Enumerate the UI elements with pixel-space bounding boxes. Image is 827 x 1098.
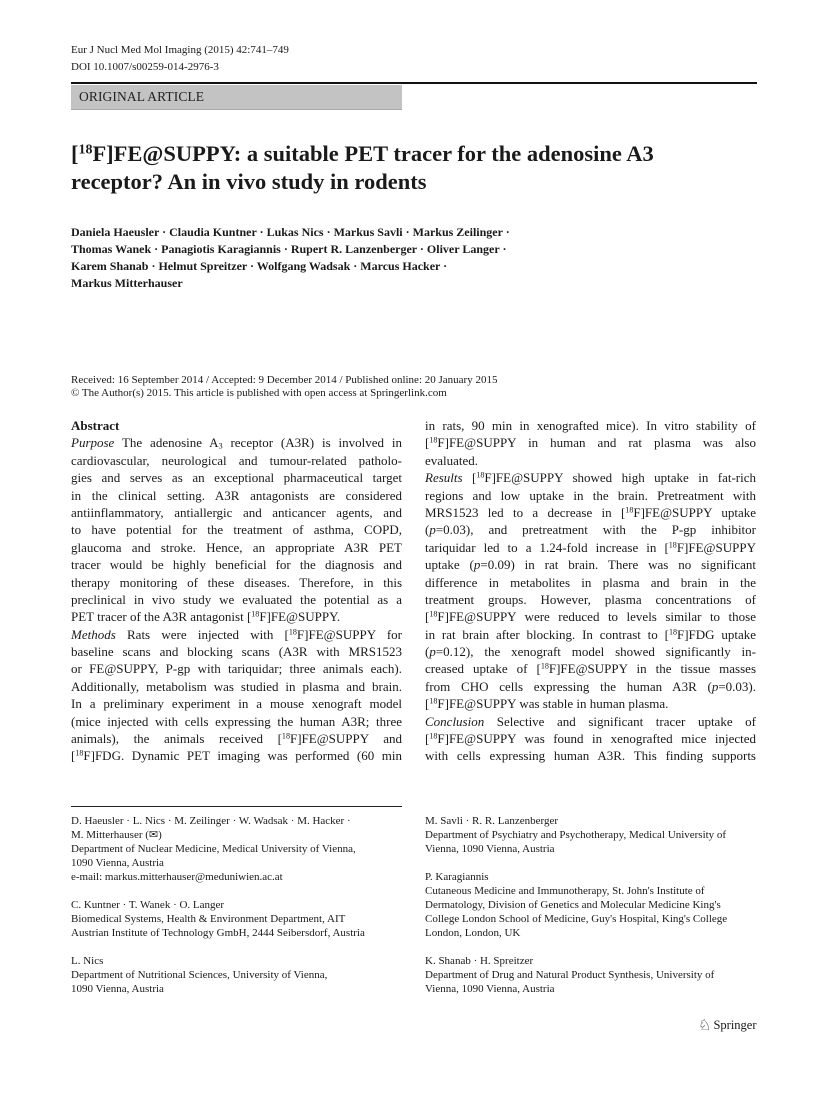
- abstract-text: F]FE@SUPPY showed high uptake in fat-rich: [484, 470, 756, 486]
- abstract-line: [425, 556, 756, 573]
- affiliation-line: Department of Nutritional Sciences, University of Vienna,: [71, 969, 328, 981]
- abstract-line: [425, 591, 756, 608]
- abstract-text: creased uptake of [: [425, 661, 541, 677]
- abstract-right-column: [425, 417, 756, 765]
- affiliation-line: Vienna, 1090 Vienna, Austria: [425, 983, 555, 995]
- article-type-banner: [71, 85, 402, 110]
- abstract-text: 3: [218, 442, 223, 451]
- affiliation-line: Austrian Institute of Technology GmbH, 2444 Seibersdorf, Austria: [71, 927, 365, 939]
- header-rule: [71, 82, 757, 84]
- abstract-line: [425, 678, 756, 695]
- abstract-line: [425, 574, 756, 591]
- affiliation-line: Department of Nuclear Medicine, Medical University of Vienna,: [71, 843, 356, 855]
- abstract-line: [425, 608, 756, 625]
- abstract-text: 18: [75, 749, 84, 758]
- abstract-section-label: p: [473, 557, 481, 573]
- abstract-line: [71, 608, 402, 625]
- abstract-text: in rats, 90 min in xenografted mice). In vitro stability of: [425, 418, 756, 433]
- abstract-line: [425, 713, 756, 730]
- abstract-line: [425, 417, 756, 434]
- abstract-text: 18: [668, 627, 677, 637]
- abstract-text: therapy monitoring of these diseases. Therefore, in this: [71, 574, 402, 590]
- abstract-text: 18: [288, 627, 297, 637]
- abstract-text: Abstract: [71, 418, 120, 433]
- abstract-text: preclinical in vivo study we evaluated the potential as a: [71, 591, 402, 607]
- abstract-line: [71, 539, 402, 556]
- abstract-line: [71, 504, 402, 521]
- abstract-line: [71, 556, 402, 573]
- abstract-text: F]FDG uptake: [676, 626, 757, 642]
- abstract-section-label: Conclusion: [425, 713, 485, 729]
- abstract-left-column: [71, 417, 402, 765]
- author-line: Karem Shanab · Helmut Spreitzer · Wolfgang Wadsak · Marcus Hacker ·: [71, 259, 448, 273]
- abstract-text: F]FE@SUPPY: [676, 539, 756, 555]
- affiliation-line: D. Haeusler · L. Nics · M. Zeilinger · W. Wadsak · M. Hacker ·: [71, 815, 351, 827]
- abstract-line: [425, 487, 756, 504]
- abstract-text: 18: [429, 435, 438, 445]
- abstract-text: F]FE@SUPPY for: [296, 626, 402, 642]
- abstract-section-label: Purpose: [71, 435, 115, 451]
- abstract-text: F]FE@SUPPY were reduced to levels similar to those: [437, 609, 756, 625]
- abstract-line: [71, 574, 402, 591]
- affiliation-group: [71, 954, 411, 996]
- abstract-line: [71, 713, 402, 730]
- abstract-text: in rat brain after blocking. In contrast to [: [425, 626, 669, 642]
- abstract-text: [: [425, 696, 430, 712]
- email-address[interactable]: e-mail: markus.mitterhauser@meduniwien.ac.at: [71, 871, 283, 883]
- affiliation-group: [425, 814, 765, 856]
- abstract-text: regions and low uptake in the brain. Pretreatment with: [425, 487, 756, 503]
- affiliation-group: [71, 898, 411, 940]
- abstract-text: 18: [281, 731, 290, 741]
- abstract-line: [425, 747, 756, 764]
- abstract-line: [71, 469, 402, 486]
- author-list: [71, 224, 510, 292]
- abstract-text: from CHO cells expressing the human A3R (: [425, 678, 712, 694]
- journal-citation: Eur J Nucl Med Mol Imaging (2015) 42:741–749: [71, 44, 289, 56]
- abstract-text: Rats were injected with [: [115, 626, 289, 642]
- abstract-line: [71, 678, 402, 695]
- abstract-text: 18: [625, 505, 634, 515]
- affiliation-line: K. Shanab · H. Spreitzer: [425, 955, 534, 967]
- affiliation-line: L. Nics: [71, 955, 104, 967]
- abstract-text: 18: [476, 470, 485, 480]
- abstract-text: F]FE@SUPPY uptake: [633, 504, 756, 520]
- abstract-section-label: p: [429, 644, 436, 660]
- affiliation-line: M. Mitterhauser (✉): [71, 829, 162, 841]
- abstract-section-label: Methods: [71, 626, 116, 642]
- abstract-text: Additionally, metabolism was studied in plasma and brain.: [71, 678, 402, 694]
- affiliation-group: [425, 870, 765, 940]
- abstract-section-label: p: [429, 522, 436, 538]
- abstract-text: in the clinical setting. A3R antagonists are considered: [71, 487, 402, 503]
- abstract-text: or FE@SUPPY, P-gp with tariquidar; three animals each).: [71, 661, 402, 677]
- abstract-text: The adenosine A: [114, 435, 219, 451]
- abstract-text: 18: [668, 540, 677, 550]
- abstract-line: [425, 539, 756, 556]
- author-line: Thomas Wanek · Panagiotis Karagiannis · Rupert R. Lanzenberger · Oliver Langer ·: [71, 242, 507, 256]
- publication-dates: Received: 16 September 2014 / Accepted: 9 December 2014 / Published online: 20 January 2015: [71, 374, 498, 386]
- abstract-line: [71, 434, 402, 451]
- affiliation-line: 1090 Vienna, Austria: [71, 983, 164, 995]
- abstract-text: [: [462, 470, 477, 486]
- affiliation-line: Department of Drug and Natural Product Synthesis, University of: [425, 969, 715, 981]
- abstract-line: [71, 487, 402, 504]
- article-type-label: ORIGINAL ARTICLE: [79, 89, 205, 104]
- affiliation-line: P. Karagiannis: [425, 871, 489, 883]
- abstract-line: [425, 521, 756, 538]
- author-line: Markus Mitterhauser: [71, 276, 183, 290]
- affiliation-line: 1090 Vienna, Austria: [71, 857, 164, 869]
- abstract-text: [: [425, 731, 430, 747]
- abstract-text: F]FE@SUPPY was stable in human plasma.: [437, 696, 669, 712]
- abstract-text: =0.03), and pretreatment with the P-gp inhibitor: [435, 522, 756, 538]
- abstract-text: tracer would be highly beneficial for the diagnosis and: [71, 557, 402, 573]
- affiliation-group: [71, 814, 411, 884]
- abstract-text: (mice injected with cells expressing the human A3R; three: [71, 713, 402, 729]
- abstract-text: 18: [540, 662, 549, 672]
- abstract-text: In a preliminary experiment in a mouse xenograft model: [71, 696, 402, 712]
- abstract-text: difference in metabolites in plasma and brain in the: [425, 574, 756, 590]
- abstract-section-label: p: [711, 678, 719, 694]
- publisher-name: Springer: [713, 1017, 757, 1032]
- abstract-text: 18: [251, 609, 260, 619]
- abstract-text: (: [425, 644, 430, 660]
- title-superscript: 18: [78, 142, 93, 158]
- abstract-heading: [71, 417, 402, 434]
- abstract-text: receptor (A3R) is involved in: [222, 435, 402, 451]
- abstract-line: [71, 626, 402, 643]
- affiliations-left: [71, 814, 411, 1010]
- title-line-1: F]FE@SUPPY: a suitable PET tracer for the adenosine A3: [92, 141, 654, 166]
- affiliation-line: Cutaneous Medicine and Immunotherapy, St. John's Institute of: [425, 885, 705, 897]
- abstract-text: PET tracer of the A3R antagonist [: [71, 609, 252, 625]
- springer-horse-icon: ♘: [698, 1016, 712, 1034]
- paper-title: [71, 140, 771, 196]
- affiliation-line: Department of Psychiatry and Psychotherapy, Medical University of: [425, 829, 727, 841]
- abstract-text: treatment groups. However, plasma concentrations of: [425, 591, 756, 607]
- abstract-text: evaluated.: [425, 452, 479, 468]
- footnote-rule: [71, 806, 402, 807]
- abstract-text: 18: [429, 731, 438, 741]
- abstract-text: =0.09) in rat brain. There was no significant: [480, 557, 756, 573]
- abstract-text: [: [425, 609, 430, 625]
- abstract-text: baseline scans and blocking scans (A3R with MRS1523: [71, 644, 402, 660]
- abstract-text: with cells expressing human A3R. This finding supports: [425, 748, 756, 764]
- abstract-text: [: [425, 435, 430, 451]
- affiliation-line: Biomedical Systems, Health & Environment Department, AIT: [71, 913, 346, 925]
- copyright-notice: © The Author(s) 2015. This article is published with open access at Springerlink.com: [71, 387, 447, 399]
- abstract-text: glaucoma and stroke. Hence, an appropriate A3R PET: [71, 539, 402, 555]
- abstract-text: F]FDG. Dynamic PET imaging was performed (60 min: [83, 748, 402, 764]
- affiliations-right: [425, 814, 765, 1010]
- affiliation-line: Vienna, 1090 Vienna, Austria: [425, 843, 555, 855]
- abstract-text: MRS1523 led to a decrease in [: [425, 504, 626, 520]
- abstract-text: =0.12), the xenograft model showed significantly in-: [435, 644, 756, 660]
- abstract-line: [71, 730, 402, 747]
- springer-logo: [698, 1016, 757, 1034]
- abstract-line: [425, 469, 756, 486]
- abstract-line: [425, 504, 756, 521]
- abstract-text: =0.03).: [718, 678, 756, 694]
- abstract-section-label: Results: [425, 470, 463, 486]
- abstract-text: cardiovascular, neurological and tumour-related patholo-: [71, 452, 402, 468]
- abstract-text: F]FE@SUPPY in the tissue masses: [548, 661, 757, 677]
- affiliation-line: College London School of Medicine, Guy's Hospital, King's College: [425, 913, 728, 925]
- abstract-line: [71, 521, 402, 538]
- abstract-line: [425, 695, 756, 712]
- abstract-text: (: [425, 522, 430, 538]
- affiliation-line: Dermatology, Division of Genetics and Molecular Medicine King's: [425, 899, 721, 911]
- abstract-text: F]FE@SUPPY was found in xenografted mice injected: [437, 731, 756, 747]
- abstract-line: [71, 660, 402, 677]
- title-line-2: receptor? An in vivo study in rodents: [71, 169, 427, 194]
- abstract-line: [425, 434, 756, 451]
- abstract-line: [425, 452, 756, 469]
- abstract-line: [71, 695, 402, 712]
- abstract-text: tariquidar led to a 1.24-fold increase in [: [425, 539, 669, 555]
- abstract-text: F]FE@SUPPY in human and rat plasma was also: [437, 435, 756, 451]
- title-bracket: [: [71, 141, 79, 166]
- affiliation-line: C. Kuntner · T. Wanek · O. Langer: [71, 899, 225, 911]
- abstract-line: [71, 643, 402, 660]
- abstract-line: [425, 730, 756, 747]
- abstract-line: [425, 660, 756, 677]
- abstract-text: antiinflammatory, antiallergic and anticancer agents, and: [71, 504, 402, 520]
- abstract-line: [71, 747, 402, 764]
- abstract-text: Selective and significant tracer uptake of: [484, 713, 756, 729]
- abstract-text: F]FE@SUPPY and: [289, 731, 402, 747]
- author-line: Daniela Haeusler · Claudia Kuntner · Lukas Nics · Markus Savli · Markus Zeilinger ·: [71, 225, 510, 239]
- abstract-text: uptake (: [425, 557, 474, 573]
- abstract-text: gies and serves as an exceptional pharmaceutical target: [71, 470, 402, 486]
- doi: DOI 10.1007/s00259-014-2976-3: [71, 61, 219, 73]
- abstract-text: 18: [429, 609, 438, 619]
- abstract-line: [71, 452, 402, 469]
- affiliation-line: London, London, UK: [425, 927, 521, 939]
- abstract-text: [: [71, 748, 76, 764]
- abstract-text: to have potential for the treatment of asthma, COPD,: [71, 522, 402, 538]
- abstract-text: F]FE@SUPPY.: [259, 609, 341, 625]
- affiliation-group: [425, 954, 765, 996]
- affiliation-line: M. Savli · R. R. Lanzenberger: [425, 815, 558, 827]
- abstract-line: [425, 643, 756, 660]
- abstract-text: 18: [429, 696, 438, 706]
- abstract-line: [71, 591, 402, 608]
- abstract-line: [425, 626, 756, 643]
- abstract-text: animals), the animals received [: [71, 731, 282, 747]
